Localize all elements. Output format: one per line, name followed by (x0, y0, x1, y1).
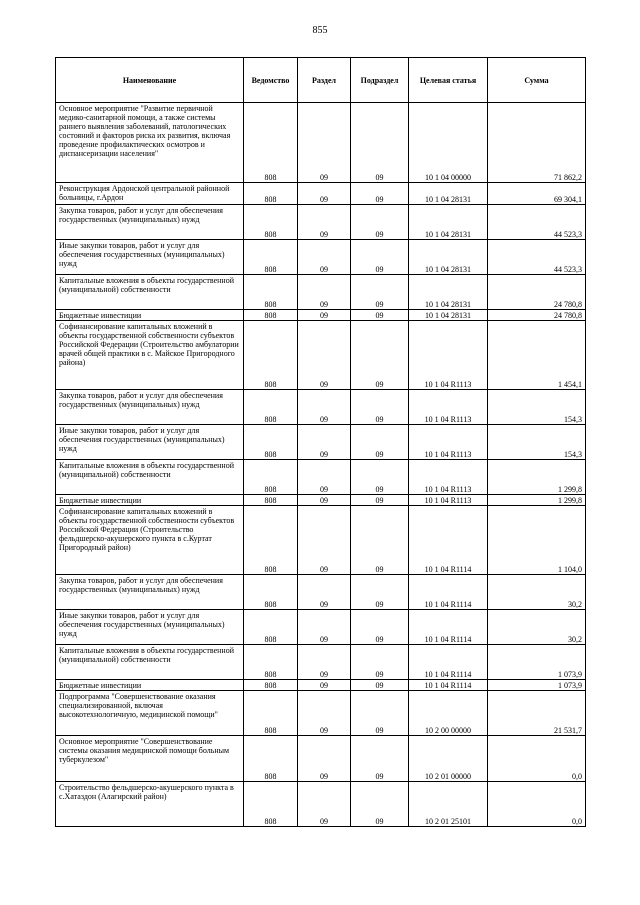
row-subsection-cell: 09 (351, 736, 409, 782)
row-target-item-cell: 10 1 04 R1113 (409, 390, 488, 425)
row-section-cell: 09 (298, 275, 351, 310)
row-amount-cell: 69 304,1 (488, 183, 586, 205)
row-name-cell: Софинансирование капитальных вложений в объекты государственной собственности субъектов Российской Федерации (Строительство амбулатории врачей общей практики в с. Майское Пригородного района) (56, 321, 244, 390)
row-name-cell: Строительство фельдшерско-акушерского пункта в с.Хатаздон (Алагирский район) (56, 782, 244, 827)
table-row (56, 321, 586, 390)
row-subsection-cell: 09 (351, 610, 409, 645)
row-department-cell: 808 (244, 390, 298, 425)
page-number: 855 (312, 25, 328, 36)
row-subsection-cell: 09 (351, 103, 409, 183)
row-name-cell: Иные закупки товаров, работ и услуг для обеспечения государственных (муниципальных) нужд (56, 425, 244, 460)
header-amount: Сумма (488, 58, 586, 103)
header-section: Раздел (298, 58, 351, 103)
row-section-cell: 09 (298, 321, 351, 390)
row-section-cell: 09 (298, 610, 351, 645)
row-department-cell: 808 (244, 310, 298, 321)
row-department-cell: 808 (244, 782, 298, 827)
row-amount-cell: 71 862,2 (488, 103, 586, 183)
row-subsection-cell: 09 (351, 680, 409, 691)
row-department-cell: 808 (244, 645, 298, 680)
row-subsection-cell: 09 (351, 425, 409, 460)
row-target-item-cell: 10 1 04 28131 (409, 240, 488, 275)
row-name-cell: Бюджетные инвестиции (56, 680, 244, 691)
row-department-cell: 808 (244, 321, 298, 390)
row-target-item-cell: 10 1 04 R1113 (409, 425, 488, 460)
row-target-item-cell: 10 1 04 R1113 (409, 321, 488, 390)
table-row (56, 103, 586, 183)
table-row (56, 240, 586, 275)
row-subsection-cell: 09 (351, 575, 409, 610)
table-row (56, 183, 586, 205)
header-subsection: Подраздел (351, 58, 409, 103)
row-department-cell: 808 (244, 575, 298, 610)
row-subsection-cell: 09 (351, 205, 409, 240)
table-row (56, 425, 586, 460)
row-section-cell: 09 (298, 205, 351, 240)
header-target-item: Целевая статья (409, 58, 488, 103)
row-section-cell: 09 (298, 460, 351, 495)
header-department: Ведомство (244, 58, 298, 103)
table-row (56, 390, 586, 425)
row-amount-cell: 154,3 (488, 390, 586, 425)
row-section-cell: 09 (298, 103, 351, 183)
row-subsection-cell: 09 (351, 495, 409, 506)
row-subsection-cell: 09 (351, 240, 409, 275)
row-section-cell: 09 (298, 680, 351, 691)
row-target-item-cell: 10 1 04 R1113 (409, 460, 488, 495)
row-department-cell: 808 (244, 183, 298, 205)
header-name: Наименование (56, 58, 244, 103)
table-row (56, 610, 586, 645)
row-department-cell: 808 (244, 610, 298, 645)
table-row (56, 736, 586, 782)
row-amount-cell: 30,2 (488, 575, 586, 610)
row-section-cell: 09 (298, 782, 351, 827)
row-subsection-cell: 09 (351, 506, 409, 575)
row-amount-cell: 154,3 (488, 425, 586, 460)
row-section-cell: 09 (298, 495, 351, 506)
row-section-cell: 09 (298, 691, 351, 736)
row-department-cell: 808 (244, 680, 298, 691)
row-name-cell: Капитальные вложения в объекты государственной (муниципальной) собственности (56, 460, 244, 495)
row-amount-cell: 44 523,3 (488, 205, 586, 240)
row-department-cell: 808 (244, 205, 298, 240)
row-amount-cell: 1 299,8 (488, 495, 586, 506)
row-section-cell: 09 (298, 736, 351, 782)
table-row (56, 680, 586, 691)
row-target-item-cell: 10 1 04 R1114 (409, 575, 488, 610)
row-subsection-cell: 09 (351, 390, 409, 425)
table-row (56, 495, 586, 506)
row-amount-cell: 1 104,0 (488, 506, 586, 575)
row-name-cell: Закупка товаров, работ и услуг для обеспечения государственных (муниципальных) нужд (56, 205, 244, 240)
row-section-cell: 09 (298, 390, 351, 425)
table-row (56, 460, 586, 495)
row-target-item-cell: 10 1 04 28131 (409, 275, 488, 310)
row-subsection-cell: 09 (351, 183, 409, 205)
table-row (56, 575, 586, 610)
row-target-item-cell: 10 1 04 R1114 (409, 506, 488, 575)
row-subsection-cell: 09 (351, 321, 409, 390)
row-subsection-cell: 09 (351, 310, 409, 321)
row-subsection-cell: 09 (351, 645, 409, 680)
table-row (56, 275, 586, 310)
row-department-cell: 808 (244, 691, 298, 736)
row-name-cell: Закупка товаров, работ и услуг для обеспечения государственных (муниципальных) нужд (56, 390, 244, 425)
row-name-cell: Иные закупки товаров, работ и услуг для обеспечения государственных (муниципальных) нужд (56, 240, 244, 275)
row-name-cell: Основное мероприятие "Развитие первичной медико-санитарной помощи, а также системы раннего выявления заболеваний, патологических состояний и факторов риска их развития, включая проведение профилактических осмотров и диспансеризации населения" (56, 103, 244, 183)
row-amount-cell: 30,2 (488, 610, 586, 645)
row-name-cell: Подпрограмма "Совершенствование оказания специализированной, включая высокотехнологичную, медицинской помощи" (56, 691, 244, 736)
row-department-cell: 808 (244, 460, 298, 495)
row-section-cell: 09 (298, 183, 351, 205)
row-amount-cell: 1 073,9 (488, 680, 586, 691)
row-target-item-cell: 10 2 00 00000 (409, 691, 488, 736)
row-department-cell: 808 (244, 506, 298, 575)
row-target-item-cell: 10 1 04 R1114 (409, 610, 488, 645)
row-name-cell: Закупка товаров, работ и услуг для обеспечения государственных (муниципальных) нужд (56, 575, 244, 610)
row-subsection-cell: 09 (351, 275, 409, 310)
row-name-cell: Бюджетные инвестиции (56, 310, 244, 321)
row-target-item-cell: 10 2 01 00000 (409, 736, 488, 782)
row-subsection-cell: 09 (351, 691, 409, 736)
table-body (56, 103, 586, 827)
table-row (56, 691, 586, 736)
row-target-item-cell: 10 1 04 00000 (409, 103, 488, 183)
row-amount-cell: 0,0 (488, 736, 586, 782)
row-name-cell: Капитальные вложения в объекты государственной (муниципальной) собственности (56, 275, 244, 310)
row-amount-cell: 24 780,8 (488, 275, 586, 310)
row-section-cell: 09 (298, 425, 351, 460)
row-name-cell: Иные закупки товаров, работ и услуг для обеспечения государственных (муниципальных) нужд (56, 610, 244, 645)
row-amount-cell: 1 299,8 (488, 460, 586, 495)
row-name-cell: Софинансирование капитальных вложений в объекты государственной собственности субъектов Российской Федерации (Строительство фельдшерско-акушерского пункта в с.Куртат Пригородный район) (56, 506, 244, 575)
row-name-cell: Капитальные вложения в объекты государственной (муниципальной) собственности (56, 645, 244, 680)
row-target-item-cell: 10 1 04 28131 (409, 310, 488, 321)
row-amount-cell: 1 454,1 (488, 321, 586, 390)
row-department-cell: 808 (244, 425, 298, 460)
row-target-item-cell: 10 1 04 R1113 (409, 495, 488, 506)
row-section-cell: 09 (298, 575, 351, 610)
row-target-item-cell: 10 1 04 28131 (409, 205, 488, 240)
row-target-item-cell: 10 2 01 25101 (409, 782, 488, 827)
row-subsection-cell: 09 (351, 782, 409, 827)
row-section-cell: 09 (298, 506, 351, 575)
budget-table (55, 57, 586, 827)
row-section-cell: 09 (298, 310, 351, 321)
row-section-cell: 09 (298, 645, 351, 680)
row-name-cell: Бюджетные инвестиции (56, 495, 244, 506)
row-department-cell: 808 (244, 736, 298, 782)
row-amount-cell: 1 073,9 (488, 645, 586, 680)
row-amount-cell: 24 780,8 (488, 310, 586, 321)
row-target-item-cell: 10 1 04 R1114 (409, 680, 488, 691)
table-header-row (56, 58, 586, 103)
table-row (56, 506, 586, 575)
row-department-cell: 808 (244, 495, 298, 506)
row-amount-cell: 21 531,7 (488, 691, 586, 736)
row-department-cell: 808 (244, 275, 298, 310)
row-amount-cell: 0,0 (488, 782, 586, 827)
table-row (56, 310, 586, 321)
row-department-cell: 808 (244, 240, 298, 275)
row-name-cell: Реконструкция Ардонской центральной районной больницы, г.Ардон (56, 183, 244, 205)
row-department-cell: 808 (244, 103, 298, 183)
table-row (56, 645, 586, 680)
row-amount-cell: 44 523,3 (488, 240, 586, 275)
row-target-item-cell: 10 1 04 28131 (409, 183, 488, 205)
row-target-item-cell: 10 1 04 R1114 (409, 645, 488, 680)
row-section-cell: 09 (298, 240, 351, 275)
table-row (56, 205, 586, 240)
table-row (56, 782, 586, 827)
row-name-cell: Основное мероприятие "Совершенствование системы оказания медицинской помощи больным туберкулезом" (56, 736, 244, 782)
row-subsection-cell: 09 (351, 460, 409, 495)
